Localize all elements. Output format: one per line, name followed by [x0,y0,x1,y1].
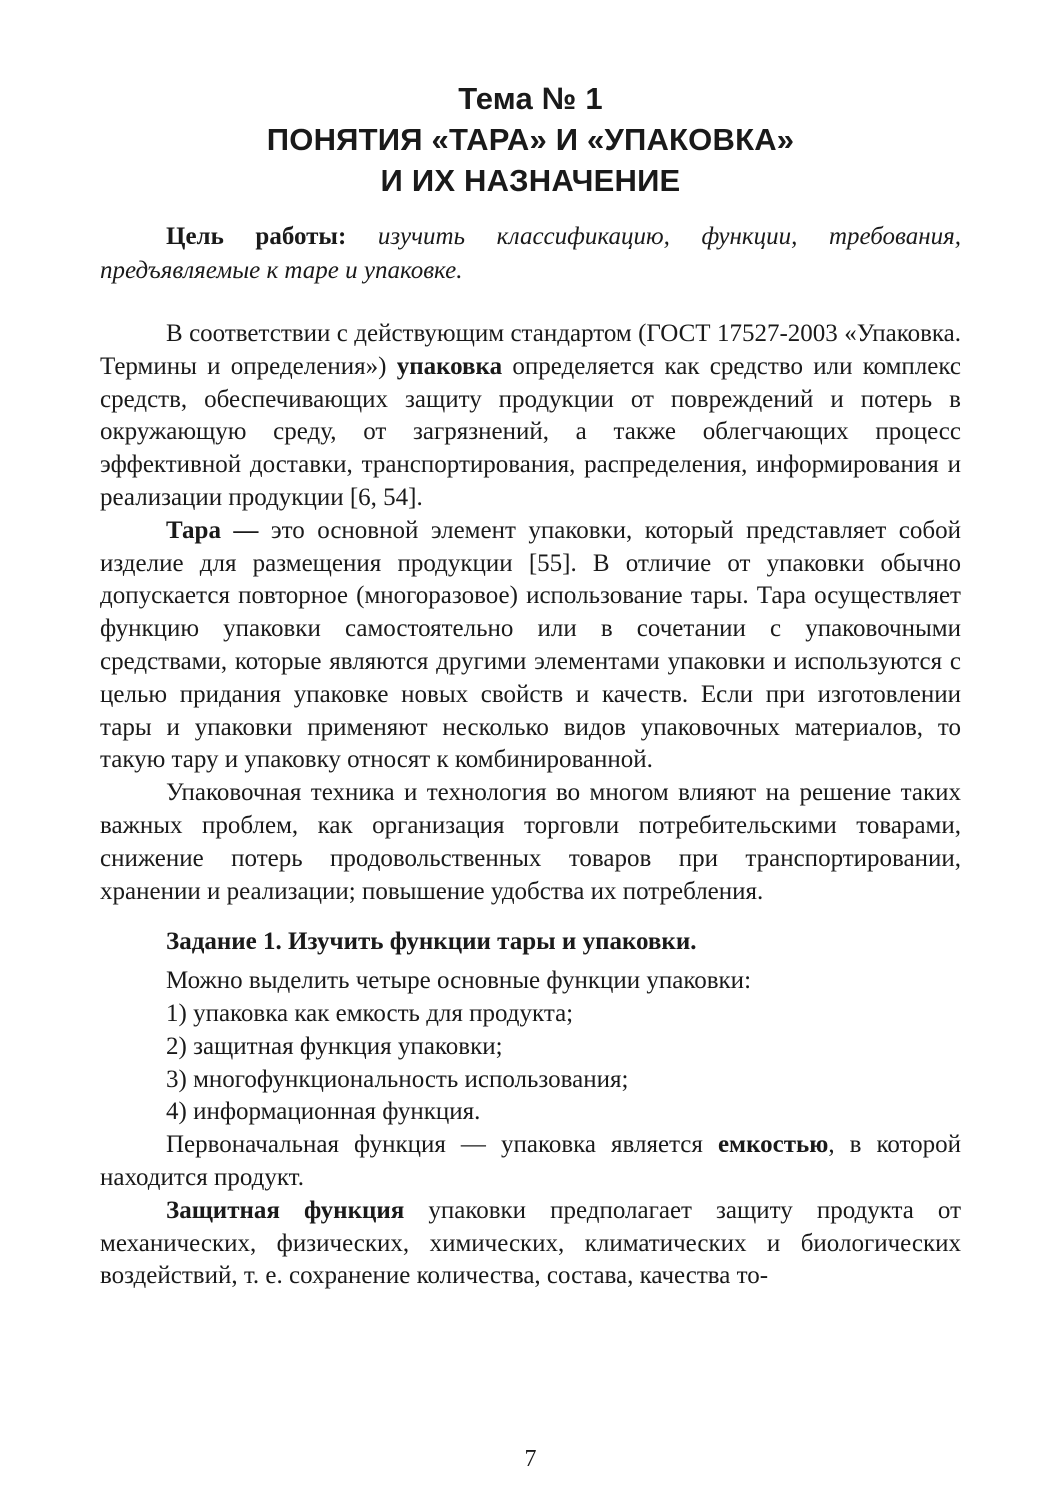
title-line-3: И ИХ НАЗНАЧЕНИЕ [380,163,681,198]
title-line-2: ПОНЯТИЯ «ТАРА» И «УПАКОВКА» [266,122,795,157]
term-capacity: емкостью [717,1131,829,1159]
paragraph-packaging-technology: Упаковочная техника и технология во многом влияют на решение таких важных проблем, как организация торговли потребительскими товарами, снижение потерь продовольственных товаров при транспортировании, хранении и реализации; повышение удобства их потребления. [100,779,961,905]
paragraph-primary-function [100,1129,961,1195]
term-container: Тара — [166,516,259,544]
list-item: 3) многофункциональность использования; [166,1065,629,1093]
body-text [100,318,961,1293]
paragraph-text: Первоначальная функция — упаковка является [166,1131,718,1159]
term-protective-function: Защитная функция [166,1196,405,1224]
paragraph-text: определяется как средство или комплекс средств, обеспечивающих защиту продукции от повреждений и потерь в окружающую среду, от загрязнений, а также облегчающих процесс эффективной доставки, транспортирования, распределения, информирования и реализации продукции [6, 54]. [100,352,961,511]
paragraph-container-definition [100,515,961,777]
paragraph-protective-function [100,1195,961,1293]
list-item: 1) упаковка как емкость для продукта; [166,999,574,1027]
goal-label: Цель работы: [166,223,347,250]
chapter-title [100,78,961,201]
title-line-1: Тема № 1 [458,81,603,116]
list-item: 2) защитная функция упаковки; [166,1032,503,1060]
page-number: 7 [524,1446,537,1472]
term-packaging: упаковка [396,352,503,380]
list-item: 4) информационная функция. [166,1098,481,1126]
paragraph-text: В соответствии с действующим стандартом (ГОСТ 17527-2003 «Упаковка. Термины и определения») [100,320,961,380]
task-heading: Задание 1. Изучить функции тары и упаковки. [166,928,697,956]
paragraph-packaging-definition [100,318,961,515]
paragraph-text: это основной элемент упаковки, который представляет собой изделие для размещения продукции [55]. В отличие от упаковки обычно допускается повторное (многоразовое) использование тары. Тара осуществляет функцию упаковки самостоятельно или в сочетании с упаковочными средствами, которые являются другими элементами упаковки и используются с целью придания упаковке новых свойств и качеств. Если при изготовлении тары и упаковки применяют несколько видов упаковочных материалов, то такую тару и упаковку относят к комбинированной. [100,516,961,774]
goal-paragraph [100,220,961,288]
paragraph-text: , в которой находится продукт. [100,1131,961,1191]
paragraph-text: упаковки предполагает защиту продукта от механических, физических, химических, климатических и биологических воздействий, т. е. сохранение количества, состава, качества то- [100,1196,962,1290]
goal-text: изучить классификацию, функции, требования, предъявляемые к таре и упаковке. [100,223,961,284]
functions-intro: Можно выделить четыре основные функции упаковки: [166,967,752,995]
